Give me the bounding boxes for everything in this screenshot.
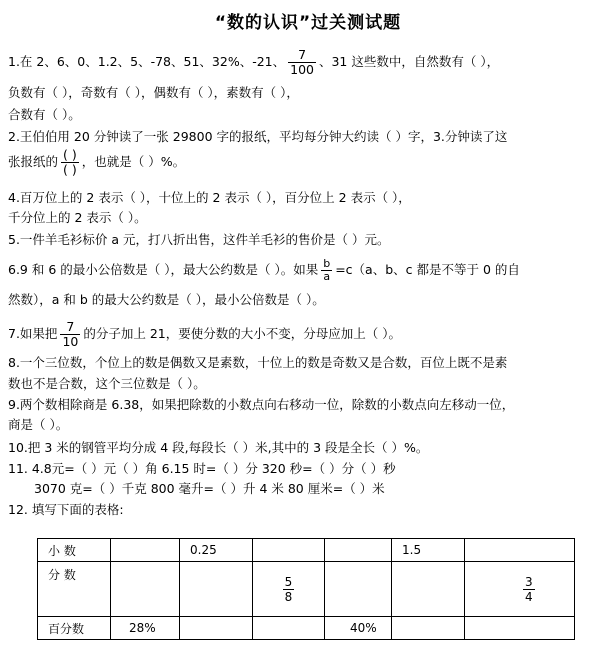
table-cell — [325, 562, 392, 617]
table-cell — [465, 539, 575, 562]
row-label-decimal: 小 数 — [38, 539, 111, 562]
table-cell — [392, 617, 465, 640]
question-8-line-1: 8.一个三位数，个位上的数是偶数又是素数，十位上的数是奇数又是合数，百位上既不是素 — [8, 355, 508, 370]
question-9-line-1: 9.两个数相除商是 6.38，如果把除数的小数点向右移动一位，除数的小数点向左移动一位， — [8, 397, 515, 412]
question-9-line-2: 商是（ ）。 — [8, 417, 69, 432]
conversion-table — [37, 538, 575, 640]
table-cell — [180, 617, 253, 640]
question-2-line-1: 2.王伯伯用 20 分钟读了一张 29800 字的报纸，平均每分钟大约读（ ）字，3.分钟读了这 — [8, 129, 508, 144]
fraction-5-8: $\frac{5}{8}$ — [284, 574, 293, 604]
question-7: 7.如果把 $\frac{7}{10}$ 的分子加上 21，要使分数的大小不变，分母应加上（ ）。 — [8, 319, 401, 349]
table-cell — [325, 539, 392, 562]
table-cell: 40% — [325, 617, 392, 640]
table-cell — [392, 562, 465, 617]
blank-fraction: $\frac{( )}{( )}$ — [63, 147, 77, 177]
question-1-line-1 — [8, 48, 499, 77]
question-6-line-1: 6.9 和 6 的最小公倍数是（ ），最大公约数是（ ）。如果 $\frac{b}{a}$ =c（a、b、c 都是不等于 0 的自 — [8, 257, 520, 283]
table-cell — [253, 562, 325, 617]
question-4-line-2: 千分位上的 2 表示（ ）。 — [8, 210, 147, 225]
page-title: “数的认识”过关测试题 — [214, 13, 402, 33]
fraction-b-a: $\frac{b}{a}$ — [323, 257, 331, 283]
row-label-fraction: 分 数 — [38, 562, 111, 617]
table-row-fraction — [38, 562, 575, 617]
question-11-line-2: 3070 克=（ ）千克 800 毫升=（ ）升 4 米 80 厘米=（ ）米 — [34, 481, 385, 496]
question-4-line-1: 4.百万位上的 2 表示（ ），十位上的 2 表示（ ），百分位上 2 表示（ ）， — [8, 190, 411, 205]
q1-prefix: 1.在 2、6、0、1.2、5、-78、51、32%、-21、 — [8, 54, 286, 69]
table-cell: 28% — [111, 617, 180, 640]
table-cell — [111, 539, 180, 562]
table-cell — [465, 617, 575, 640]
table-cell — [465, 562, 575, 617]
question-11-line-1: 11. 4.8元=（ ）元（ ）角 6.15 时=（ ）分 320 秒=（ ）分（ ）秒 — [8, 461, 396, 476]
table-cell — [253, 617, 325, 640]
table-cell — [111, 562, 180, 617]
table-row-percent — [38, 617, 575, 640]
fraction-3-4: $\frac{3}{4}$ — [525, 574, 533, 604]
question-6-line-2: 然数），a 和 b 的最大公约数是（ ），最小公倍数是（ ）。 — [8, 292, 325, 307]
q1-suffix: 、31 这些数中，自然数有（ ）， — [318, 54, 500, 69]
table-cell — [253, 539, 325, 562]
question-5: 5.一件羊毛衫标价 a 元，打八折出售，这件羊毛衫的售价是（ ）元。 — [8, 232, 390, 247]
table-cell — [180, 562, 253, 617]
question-1-line-3: 合数有（ ）。 — [8, 107, 81, 122]
fraction-7-100: $\frac{7}{100}$ — [290, 47, 314, 77]
table-row-decimal — [38, 539, 575, 562]
fraction-7-10: $\frac{7}{10}$ — [62, 319, 79, 349]
question-1-line-2: 负数有（ ），奇数有（ ），偶数有（ ），素数有（ ）， — [8, 85, 299, 100]
question-10: 10.把 3 米的钢管平均分成 4 段,每段长（ ）米,其中的 3 段是全长（ ）%。 — [8, 440, 429, 455]
question-8-line-2: 数也不是合数，这个三位数是（ ）。 — [8, 376, 206, 391]
question-12: 12. 填写下面的表格: — [8, 502, 124, 517]
row-label-percent: 百分数 — [38, 617, 111, 640]
table-cell: 0.25 — [180, 539, 253, 562]
question-2-line-2: 张报纸的 $\frac{( )}{( )}$ ，也就是（ ）%。 — [8, 147, 186, 177]
table-cell: 1.5 — [392, 539, 465, 562]
